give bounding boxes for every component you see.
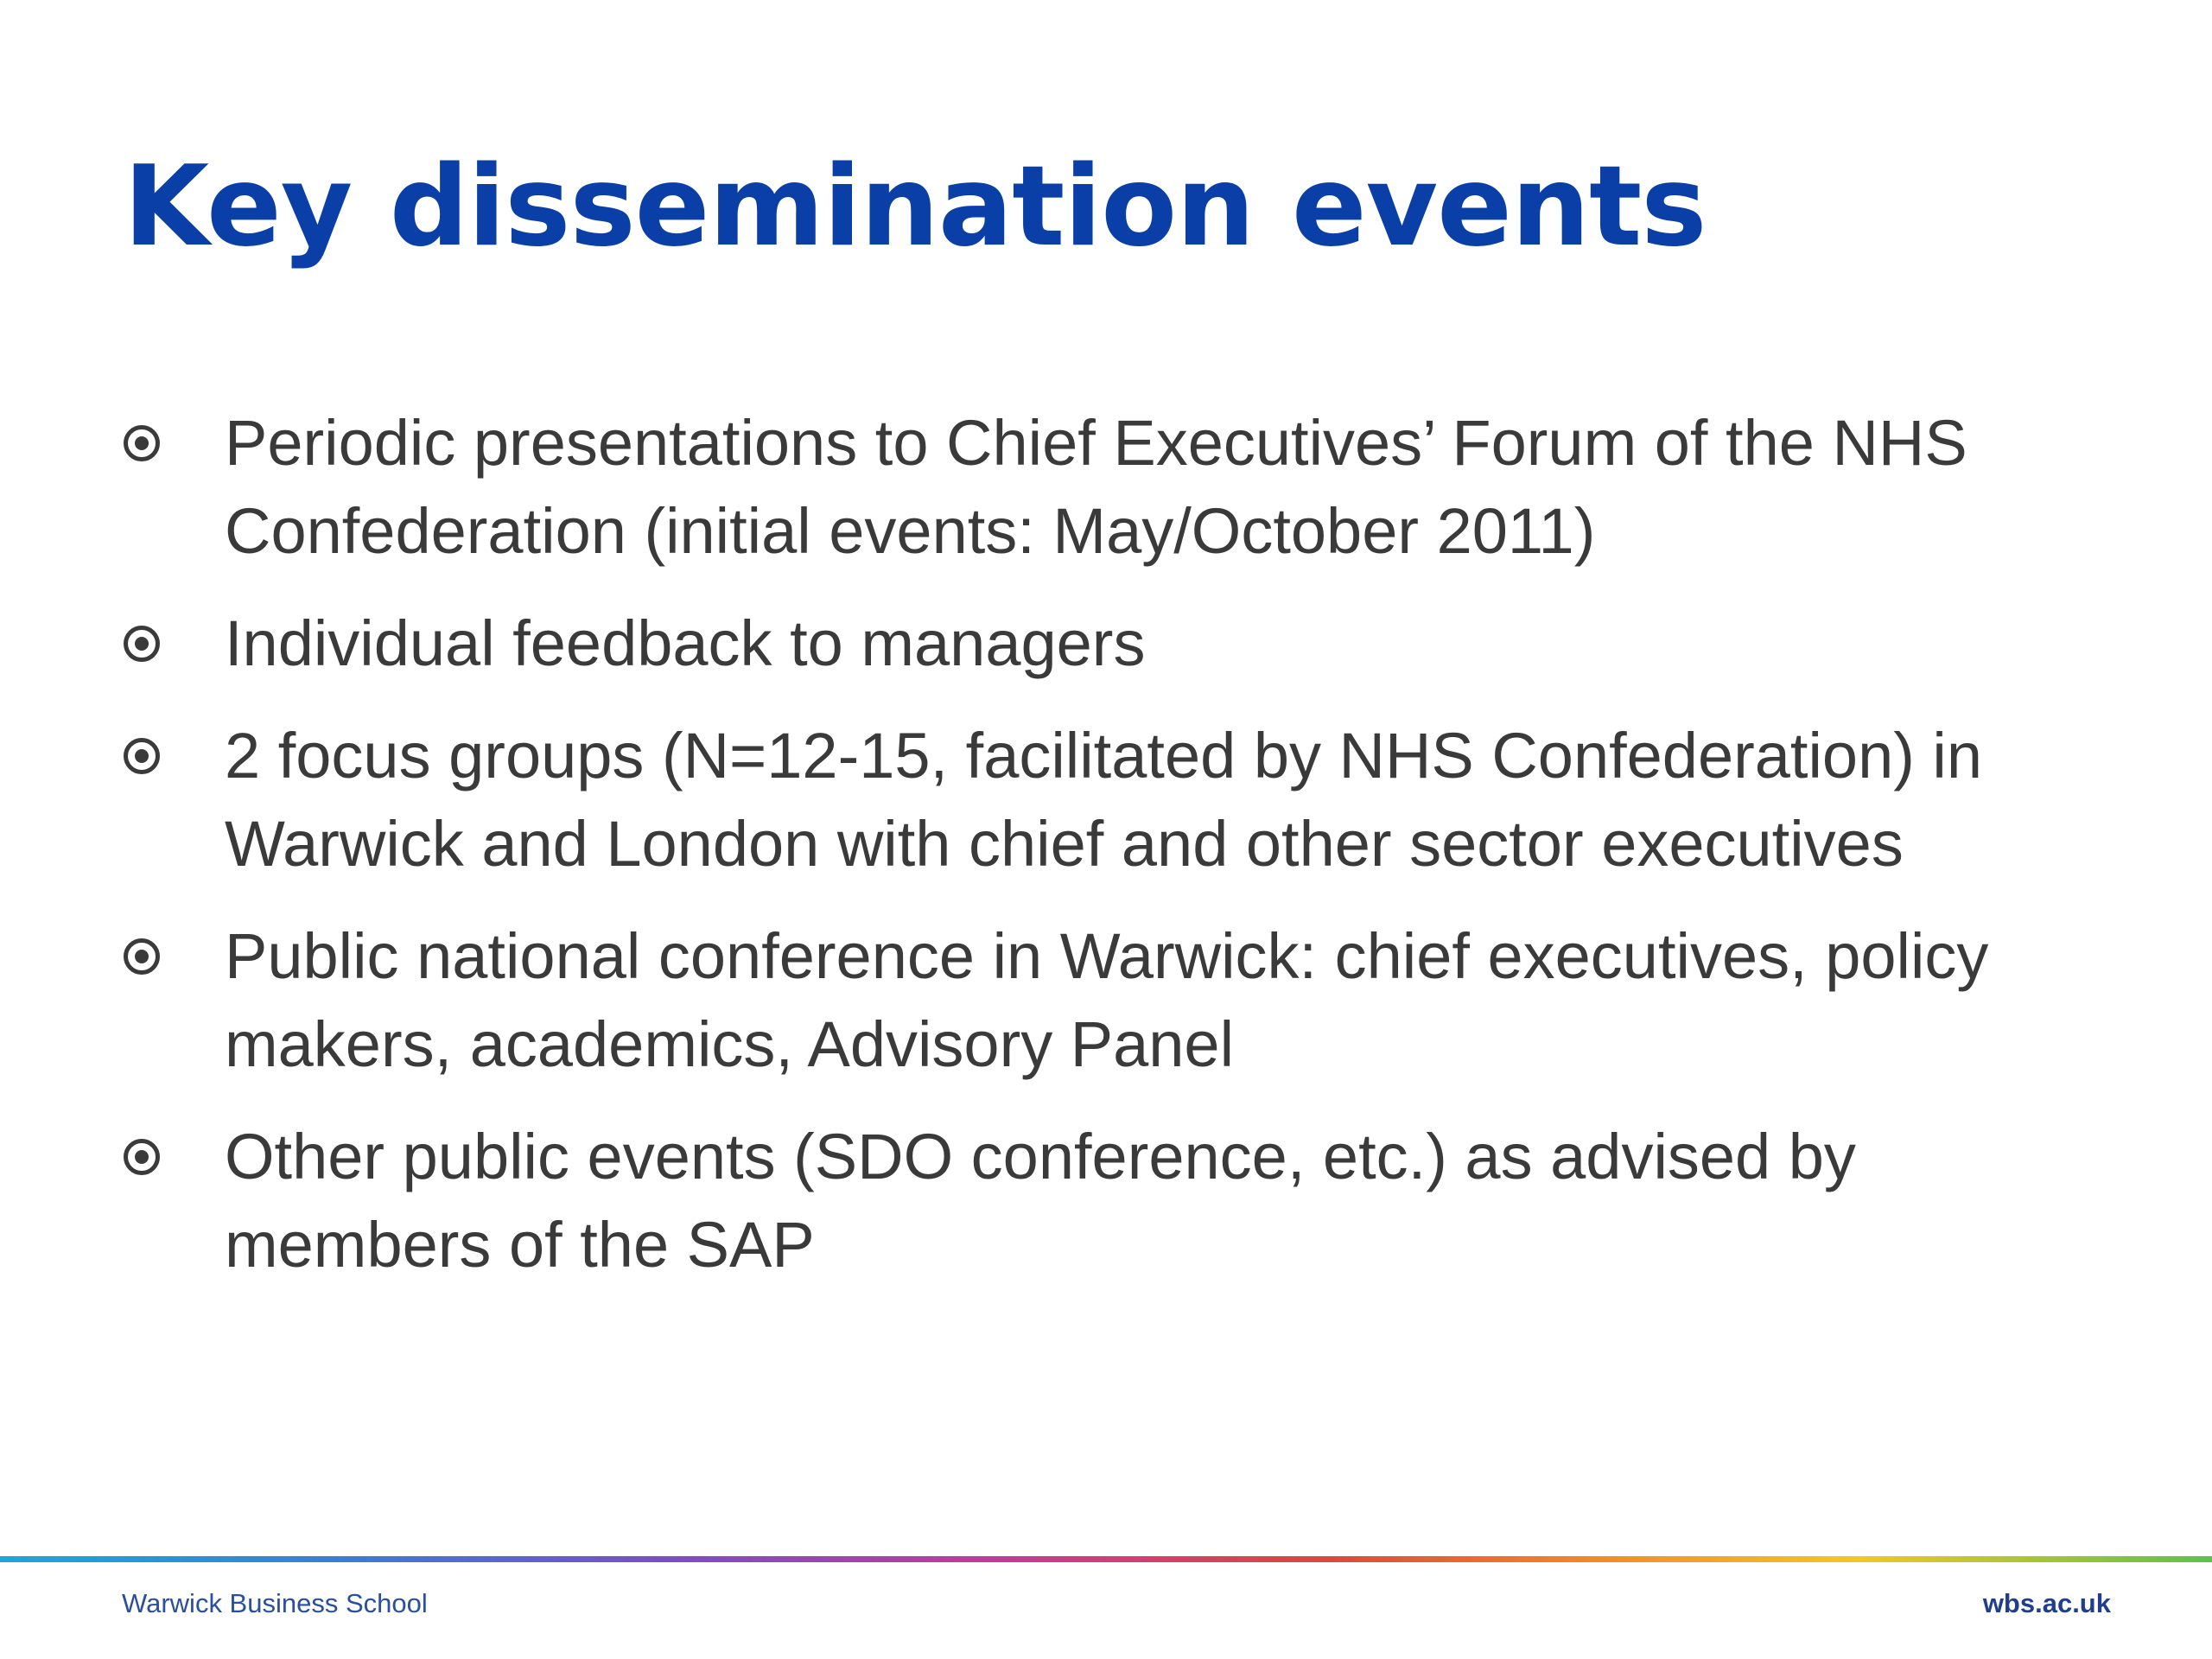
radio-bullet-icon: [124, 626, 160, 662]
bullet-item: [124, 1113, 2111, 1289]
bullet-text: Other public events (SDO conference, etc.) as advised by members of the SAP: [225, 1121, 1856, 1281]
bullet-text: 2 focus groups (N=12-15, facilitated by NHS Confederation) in Warwick and London with chief and other sector executives: [225, 720, 1983, 880]
bullet-text: Public national conference in Warwick: chief executives, policy makers, academics, Advisory Panel: [225, 920, 1989, 1080]
radio-bullet-icon: [124, 938, 160, 975]
radio-bullet-icon: [124, 1139, 160, 1175]
footer-rainbow-divider: [0, 1556, 2212, 1562]
bullet-text: Periodic presentations to Chief Executives’ Forum of the NHS Confederation (initial events: May/October 2011): [225, 407, 1967, 567]
footer-website-link[interactable]: wbs.ac.uk: [1982, 1588, 2111, 1618]
bullet-list: [124, 399, 2111, 1313]
bullet-item: [124, 600, 2111, 688]
radio-bullet-icon: [124, 425, 160, 461]
bullet-item: [124, 712, 2111, 888]
bullet-text: Individual feedback to managers: [225, 607, 1146, 679]
bullet-item: [124, 912, 2111, 1089]
radio-bullet-icon: [124, 738, 160, 774]
bullet-item: [124, 399, 2111, 575]
slide-title: Key dissemination events: [124, 143, 1707, 271]
footer-organization: Warwick Business School: [122, 1588, 428, 1618]
